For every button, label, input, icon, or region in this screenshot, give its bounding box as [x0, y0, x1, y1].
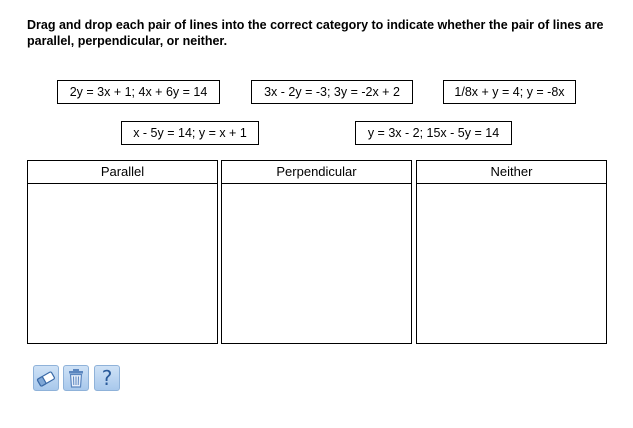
bucket-header-neither: Neither	[416, 160, 607, 184]
bucket-header-perpendicular: Perpendicular	[221, 160, 412, 184]
eraser-icon	[34, 366, 58, 390]
drop-zone-parallel[interactable]	[27, 183, 218, 344]
trash-icon	[64, 366, 88, 390]
eraser-button[interactable]	[33, 365, 59, 391]
drag-tile-3[interactable]: 1/8x + y = 4; y = -8x	[443, 80, 576, 104]
instructions-text: Drag and drop each pair of lines into the correct category to indicate whether the pair of lines are parallel, perpendicular, or neither.	[27, 18, 604, 48]
drop-zone-neither[interactable]	[416, 183, 607, 344]
drag-tile-4[interactable]: x - 5y = 14; y = x + 1	[121, 121, 259, 145]
drop-zone-perpendicular[interactable]	[221, 183, 412, 344]
drag-tile-1[interactable]: 2y = 3x + 1; 4x + 6y = 14	[57, 80, 220, 104]
drag-tile-5[interactable]: y = 3x - 2; 15x - 5y = 14	[355, 121, 512, 145]
bucket-header-parallel: Parallel	[27, 160, 218, 184]
help-button[interactable]	[94, 365, 120, 391]
drag-tile-2[interactable]: 3x - 2y = -3; 3y = -2x + 2	[251, 80, 413, 104]
help-icon: ?	[101, 366, 113, 390]
clear-all-button[interactable]	[63, 365, 89, 391]
